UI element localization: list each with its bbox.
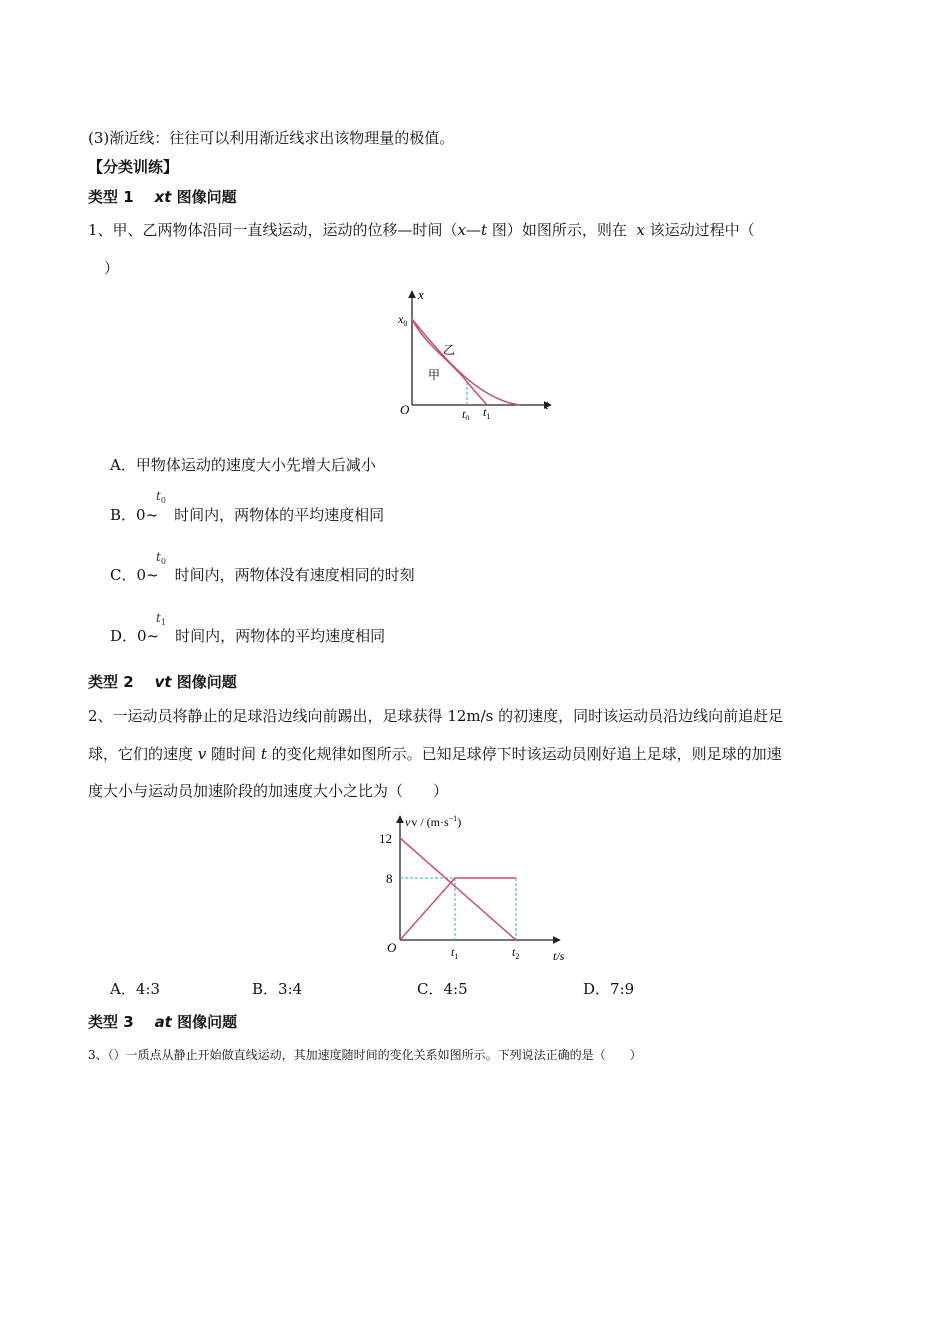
q1-option-d-sup: $t_1$ — [156, 611, 166, 627]
q1-option-b-sup: $t_0$ — [156, 489, 166, 505]
vt-t2-label: $t_2$ — [512, 945, 520, 961]
curve-yi — [412, 319, 520, 405]
type3-heading-suffix: 图像问题 — [177, 1013, 238, 1031]
q1-option-c-sup: $t_0$ — [156, 550, 166, 566]
xt-x0-label: $x_0$ — [398, 312, 408, 328]
q2-line2 — [88, 744, 782, 764]
q1-option-b-prefix: 0~ — [136, 506, 159, 524]
type3-heading-prefix: 类型 3 — [88, 1013, 134, 1031]
vt-t1-label: $t_1$ — [451, 945, 459, 961]
type2-heading-var: vt — [154, 673, 172, 691]
type3-heading — [88, 1012, 237, 1032]
q1-text-a: 1、甲、乙两物体沿同一直线运动，运动的位移—时间（ — [88, 221, 458, 239]
q1-dash: — — [466, 221, 482, 239]
vt-tick-12: 12 — [379, 831, 392, 846]
q1-close-paren: ） — [104, 259, 120, 277]
q2-line2-a: 球，它们的速度 — [88, 745, 198, 763]
vt-x-label: t/s — [553, 949, 565, 963]
type1-question — [88, 220, 755, 240]
xt-x-label: t — [545, 397, 549, 412]
q1-option-a-text: 甲物体运动的速度大小先增大后减小 — [135, 456, 376, 474]
q1-option-b — [110, 505, 384, 525]
q2-option-b-text: 3:4 — [278, 980, 303, 998]
q1-option-a — [110, 455, 376, 475]
q1-option-c-letter: C． — [110, 566, 137, 584]
q1-text-g: 该运动过程中（ — [644, 221, 755, 239]
q2-option-a-text: 4:3 — [135, 980, 160, 998]
type1-heading — [88, 187, 237, 207]
q2-option-c-letter: C． — [417, 980, 444, 998]
q1-option-d-text: 时间内，两物体的平均速度相同 — [175, 627, 386, 645]
q2-var-t: t — [260, 745, 267, 763]
type1-heading-var: xt — [154, 188, 172, 206]
vt-graph — [375, 810, 575, 965]
q1-option-c — [110, 565, 415, 585]
q1-option-d — [110, 626, 385, 646]
xt-graph — [395, 285, 565, 420]
type2-heading — [88, 672, 237, 692]
q2-option-a-letter: A． — [110, 980, 136, 998]
q1-option-c-text: 时间内，两物体没有速度相同的时刻 — [174, 566, 415, 584]
xt-y-label: x — [418, 287, 424, 302]
q2-option-c — [417, 979, 468, 999]
q2-option-b-letter: B． — [252, 980, 279, 998]
xt-label-jia: 甲 — [428, 368, 441, 382]
xt-origin: O — [400, 402, 410, 417]
vt-origin: O — [387, 940, 397, 955]
q2-option-a — [110, 979, 160, 999]
q2-option-b — [252, 979, 302, 999]
q2-option-c-text: 4:5 — [443, 980, 468, 998]
type3-heading-var: at — [154, 1013, 172, 1031]
q1-option-b-text: 时间内，两物体的平均速度相同 — [174, 506, 385, 524]
q1-option-c-prefix: 0~ — [136, 566, 159, 584]
type2-heading-prefix: 类型 2 — [88, 673, 134, 691]
xt-label-yi: 乙 — [443, 343, 456, 357]
q2-option-d — [583, 979, 634, 999]
xt-t0-label: $t_0$ — [462, 407, 470, 420]
q2-line1: 2、一运动员将静止的足球沿边线向前踢出，足球获得 12m/s 的初速度，同时该运动员沿边线向前追赶足 — [88, 707, 784, 725]
q2-line2-b: 随时间 — [206, 745, 261, 763]
q2-line2-c: 的变化规律如图所示。已知足球停下时该运动员刚好追上足球，则足球的加速 — [266, 745, 782, 763]
q1-var-x2: x — [636, 221, 645, 239]
vt-y-label: vv / $(m\cdot s^{-1})$ — [405, 814, 462, 829]
q2-line3: 度大小与运动员加速阶段的加速度大小之比为（ ） — [88, 782, 449, 800]
asymptote-text: (3)渐近线：往往可以利用渐近线求出该物理量的极值。 — [88, 129, 455, 147]
type2-heading-suffix: 图像问题 — [176, 673, 237, 691]
type1-heading-suffix: 图像问题 — [176, 188, 237, 206]
q2-var-v: v — [197, 745, 207, 763]
q1-option-a-letter: A． — [110, 456, 136, 474]
q1-option-b-letter: B． — [110, 506, 137, 524]
q3-text: 3、（）一质点从静止开始做直线运动，其加速度随时间的变化关系如图所示。下列说法正确的是（ ） — [88, 1048, 642, 1062]
xt-t1-label: $t_1$ — [483, 405, 491, 420]
q1-text-e: 图）如图所示，则在 — [487, 221, 627, 239]
ball-velocity-line — [400, 838, 516, 940]
q1-var-t: t — [481, 221, 488, 239]
vt-tick-8: 8 — [386, 871, 393, 886]
q1-option-d-letter: D． — [110, 627, 138, 645]
type1-heading-prefix: 类型 1 — [88, 188, 134, 206]
q1-var-x: x — [457, 221, 467, 239]
athlete-velocity-line — [400, 878, 516, 940]
q1-option-d-prefix: 0~ — [137, 627, 160, 645]
q2-option-d-text: 7:9 — [610, 980, 635, 998]
section-heading: 【分类训练】 — [88, 158, 179, 176]
q2-option-d-letter: D． — [583, 980, 611, 998]
